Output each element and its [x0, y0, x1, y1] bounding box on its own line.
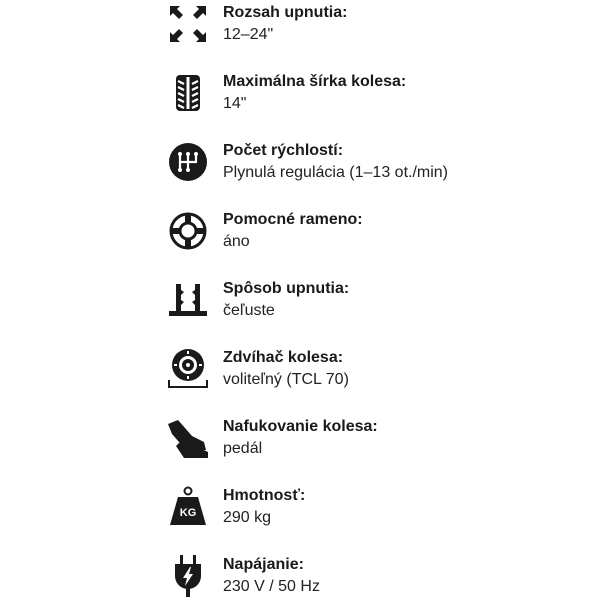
spec-value: 12–24" [223, 26, 274, 43]
wheel-lift-icon [166, 347, 210, 391]
spec-label: Maximálna šírka kolesa: [223, 73, 407, 90]
spec-row-assist-arm [0, 209, 600, 265]
foot-pedal-icon [166, 416, 210, 460]
spec-row-power-supply [0, 554, 600, 610]
clamp-jaws-icon [166, 278, 210, 322]
spec-value: čeľuste [223, 302, 275, 319]
spec-row-clamping-method [0, 278, 600, 334]
spec-row-speed-count [0, 140, 600, 196]
spec-label: Pomocné rameno: [223, 211, 363, 228]
spec-label: Hmotnosť: [223, 487, 306, 504]
weight-kg-icon [166, 485, 210, 529]
gear-shift-icon [166, 140, 210, 184]
spec-value: pedál [223, 440, 263, 457]
spec-row-wheel-lift [0, 347, 600, 403]
weight-icon-text: KG [179, 507, 197, 519]
spec-value: 230 V / 50 Hz [223, 578, 320, 595]
spec-row-wheel-inflation [0, 416, 600, 472]
spec-value: voliteľný (TCL 70) [223, 371, 349, 388]
spec-row-clamping-range [0, 2, 600, 58]
spec-label: Spôsob upnutia: [223, 280, 350, 297]
spec-value: 14" [223, 95, 247, 112]
expand-arrows-icon [166, 2, 210, 46]
spec-label: Rozsah upnutia: [223, 4, 348, 21]
spec-value: áno [223, 233, 250, 250]
spec-label: Počet rýchlostí: [223, 142, 344, 159]
spec-value: 290 kg [223, 509, 272, 526]
power-plug-icon [166, 554, 210, 598]
spec-value: Plynulá regulácia (1–13 ot./min) [223, 164, 449, 181]
tire-tread-icon [166, 71, 210, 115]
spec-label: Zdvíhač kolesa: [223, 349, 344, 366]
spec-label: Nafukovanie kolesa: [223, 418, 378, 435]
spec-row-weight [0, 485, 600, 541]
spec-label: Napájanie: [223, 556, 304, 573]
lifebuoy-icon [166, 209, 210, 253]
spec-row-max-wheel-width [0, 71, 600, 127]
